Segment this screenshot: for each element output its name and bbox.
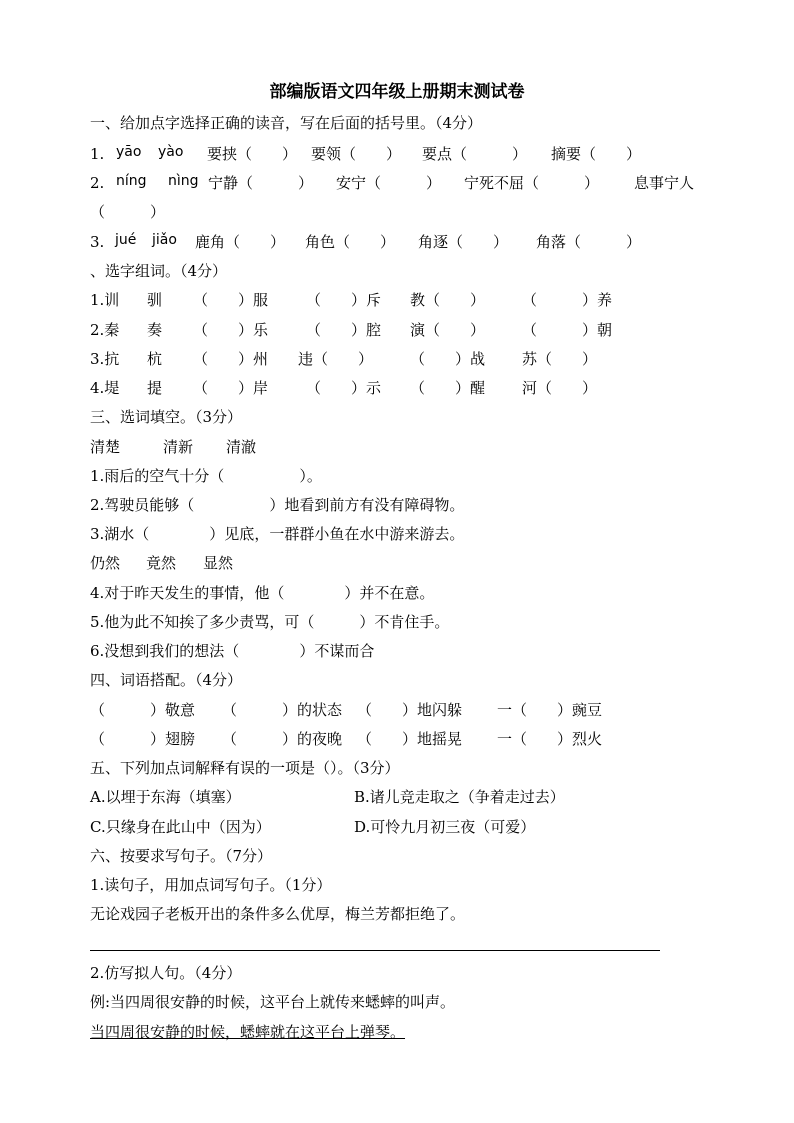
s3-question-3: 3.湖水（ ）见底，一群群小鱼在水中游来游去。 <box>90 525 465 543</box>
s6-question-2: 2.仿写拟人句。（4分） <box>90 964 242 982</box>
option-c: C.只缘身在此山中（因为） <box>90 818 271 836</box>
s6-answer: 当四周很安静的时候，蟋蟀就在这平台上弹琴。 <box>90 1023 406 1041</box>
section-6-heading: 六、按要求写句子。（7分） <box>90 847 273 865</box>
s3-question-2: 2.驾驶员能够（ ）地看到前方有没有障碍物。 <box>90 496 465 514</box>
section-3-heading: 三、选词填空。（3分） <box>90 408 243 426</box>
option-b: B.诸儿竞走取之（争着走过去） <box>354 788 565 806</box>
s3-question-4: 4.对于昨天发生的事情，他（ ）并不在意。 <box>90 584 435 602</box>
exam-page: 部编版语文四年级上册期末测试卷 一、给加点字选择正确的读音，写在后面的括号里。（4分） 1. yāo yào 要挟（ ） 要领（ ） 要点（ ） 摘要（ ） 2. níng nìng 宁静（ ） 安宁（ ） 宁死不屈（ ） 息事宁人 （ ） 3. jué jiǎo 鹿角（ ） 角色（ ） 角逐（ ） 角落（ ） 、选字组词。（4分） 1.训 驯 （ ）服 （ ）斥 教（ ） （ ）养 2.秦 奏 （ ）乐 （ ）腔 演（ ） （ ）朝 3.抗 杭 （ ）州 违（ ） （ ）战 苏（ ） 4.堤 提 （ ）岸 （ ）示 （ ）醒 河（ ） 三、选词填空。（3分） 清楚 清新 清澈 1.雨后的空气十分（ ）。 2.驾驶员能够（ ）地看到前方有没有障碍物。 3.湖水（ ）见底，一群群小鱼在水中游来游去。 仍然 竟然 显然 4.对于昨天发生的事情，他（ ）并不在意。 5.他为此不知挨了多少责骂，可（ ）不肯住手。 6.没想到我们的想法（ ）不谋而合 四、词语搭配。（4分） （ ）敬意 （ ）的状态 （ ）地闪躲 一（ ）豌豆 （ ）翅膀 （ ）的夜晚 （ ）地摇晃 一（ ）烈火 五、下列加点词解释有误的一项是（）。（3分） A.以埋于东海（填塞） B.诸儿竞走取之（争着走过去） C.只缘身在此山中（因为） D.可怜九月初三夜（可爱） 六、按要求写句子。（7分） 1.读句子，用加点词写句子。（1分） 无论戏园子老板开出的条件多么优厚，梅兰芳都拒绝了。 2.仿写拟人句。（4分） 例:当四周很安静的时候，这平台上就传来蟋蟀的叫声。 当四周很安静的时候，蟋蟀就在这平台上弹琴。 <box>0 0 794 1123</box>
section-4-heading: 四、词语搭配。（4分） <box>90 671 243 689</box>
s3-question-5: 5.他为此不知挨了多少责骂，可（ ）不肯住手。 <box>90 613 450 631</box>
section-2-heading: 、选字组词。（4分） <box>90 262 228 280</box>
s6-question-1-sentence: 无论戏园子老板开出的条件多么优厚，梅兰芳都拒绝了。 <box>90 905 466 923</box>
section-1-heading: 一、给加点字选择正确的读音，写在后面的括号里。（4分） <box>90 114 483 132</box>
s6-question-1: 1.读句子，用加点词写句子。（1分） <box>90 876 332 894</box>
section-5-heading: 五、下列加点词解释有误的一项是（）。（3分） <box>90 759 400 777</box>
s6-example: 例:当四周很安静的时候，这平台上就传来蟋蟀的叫声。 <box>90 993 456 1011</box>
option-d: D.可怜九月初三夜（可爱） <box>354 818 536 836</box>
s3-question-6: 6.没想到我们的想法（ ）不谋而合 <box>90 642 375 660</box>
option-a: A.以埋于东海（填塞） <box>90 788 241 806</box>
answer-line[interactable] <box>90 950 660 951</box>
s3-question-1: 1.雨后的空气十分（ ）。 <box>90 467 322 485</box>
page-title: 部编版语文四年级上册期末测试卷 <box>269 82 525 102</box>
